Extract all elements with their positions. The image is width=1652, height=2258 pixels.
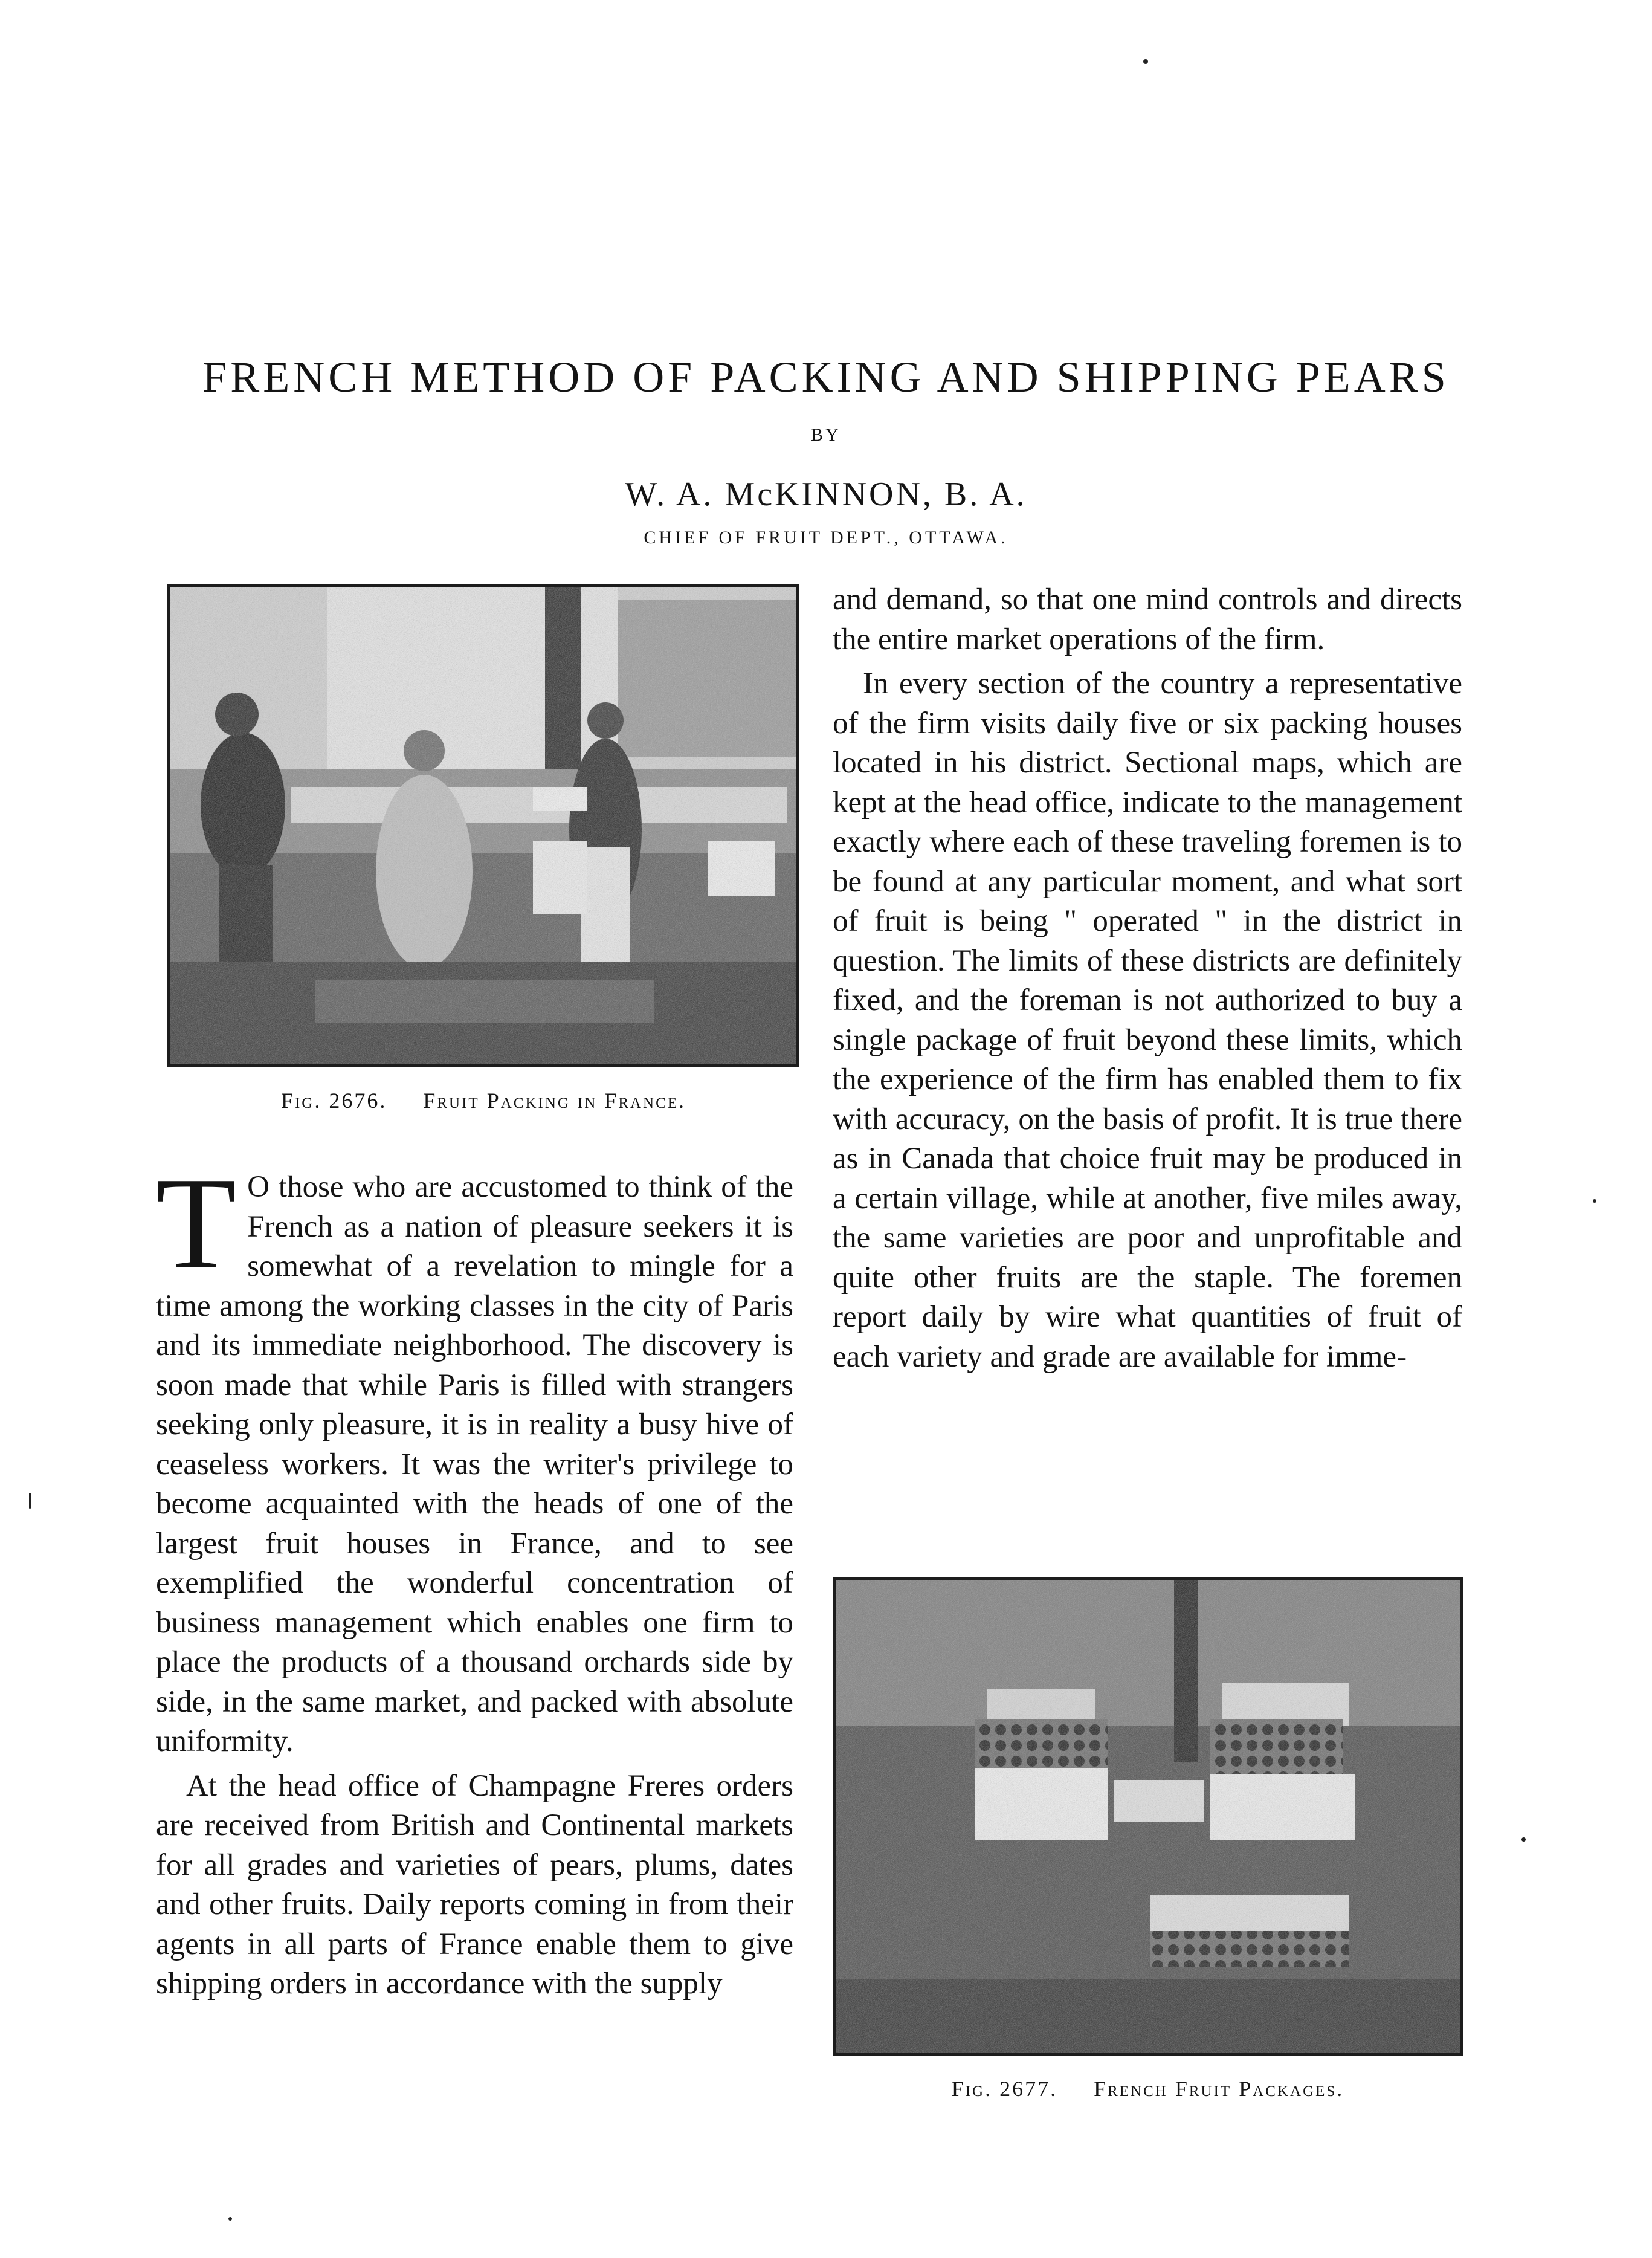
byline: BY bbox=[811, 425, 841, 445]
article-column-left bbox=[156, 1151, 793, 2004]
paragraph-intro-text: O those who are accustomed to think of the French as a nation of pleasure seekers it is somewhat of a revelation to mingle for a time among the working classes in the city of Paris and its immediate neighborhood. The discovery is soon made that while Paris is filled with strangers seeking only pleasure, it is in reality a busy hive of ceaseless workers. It was the writer's privilege to become acquainted with the heads of one of the largest fruit houses in France, and to see exemplified the wonderful concentration of business management which enables one firm to place the products of a thousand orchards side by side, in the same market, and packed with absolute uniformity. bbox=[156, 1170, 793, 1758]
article-title: FRENCH METHOD OF PACKING AND SHIPPING PEARS bbox=[202, 353, 1450, 401]
fruit-packing-photo-illustration bbox=[170, 587, 796, 1064]
paragraph-head-office-continued: and demand, so that one mind controls and directs the entire market operations of the firm. bbox=[833, 583, 1462, 656]
scan-speck bbox=[29, 1493, 31, 1509]
author-name: W. A. McKINNON, B. A. bbox=[625, 476, 1027, 513]
drop-cap: T bbox=[156, 1151, 237, 1296]
fruit-packages-photo-illustration bbox=[836, 1580, 1460, 2053]
paragraph-intro bbox=[156, 1151, 793, 1762]
paragraph-head-office: At the head office of Champagne Freres orders are received from British and Continental markets for all grades and varieties of pears, plums, dates and other fruits. Daily reports coming in from their agents in all parts of France enable them to give shipping orders in accordance with the supply bbox=[156, 1768, 793, 2001]
figure-2676-photo bbox=[167, 584, 799, 1067]
figure-2677-photo bbox=[833, 1577, 1463, 2056]
figure-caption-text: French Fruit Packages. bbox=[1094, 2077, 1344, 2101]
scan-speck bbox=[1521, 1837, 1526, 1842]
scan-speck bbox=[228, 2217, 232, 2221]
figure-2676-caption bbox=[167, 1088, 799, 1113]
paragraph-foremen: In every section of the country a representative of the firm visits daily five or six packing houses located in his district. Sectional maps, which are kept at the head office, indicate to the management exactly where each of these traveling foremen is to be found at any particular moment, and what sort of fruit is being " operated " in the district in question. The limits of these districts are definitely fixed, and the foreman is not authorized to buy a single package of fruit beyond these limits, which the experience of the firm has enabled them to fix with accuracy, on the basis of profit. It is true there as in Canada that choice fruit may be produced in a certain village, while at another, five miles away, the same varieties are poor and unprofitable and quite other fruits are the staple. The foremen report daily by wire what quantities of fruit of each variety and grade are available for imme- bbox=[833, 667, 1462, 1374]
author-affiliation: CHIEF OF FRUIT DEPT., OTTAWA. bbox=[644, 528, 1008, 548]
article-column-right bbox=[833, 580, 1462, 1377]
figure-caption-text: Fruit Packing in France. bbox=[423, 1089, 686, 1113]
scan-speck bbox=[1593, 1199, 1596, 1203]
figure-number: Fig. 2676. bbox=[280, 1089, 387, 1113]
figure-2677-caption bbox=[833, 2076, 1463, 2101]
figure-number: Fig. 2677. bbox=[951, 2077, 1058, 2101]
scan-speck bbox=[1143, 59, 1148, 64]
